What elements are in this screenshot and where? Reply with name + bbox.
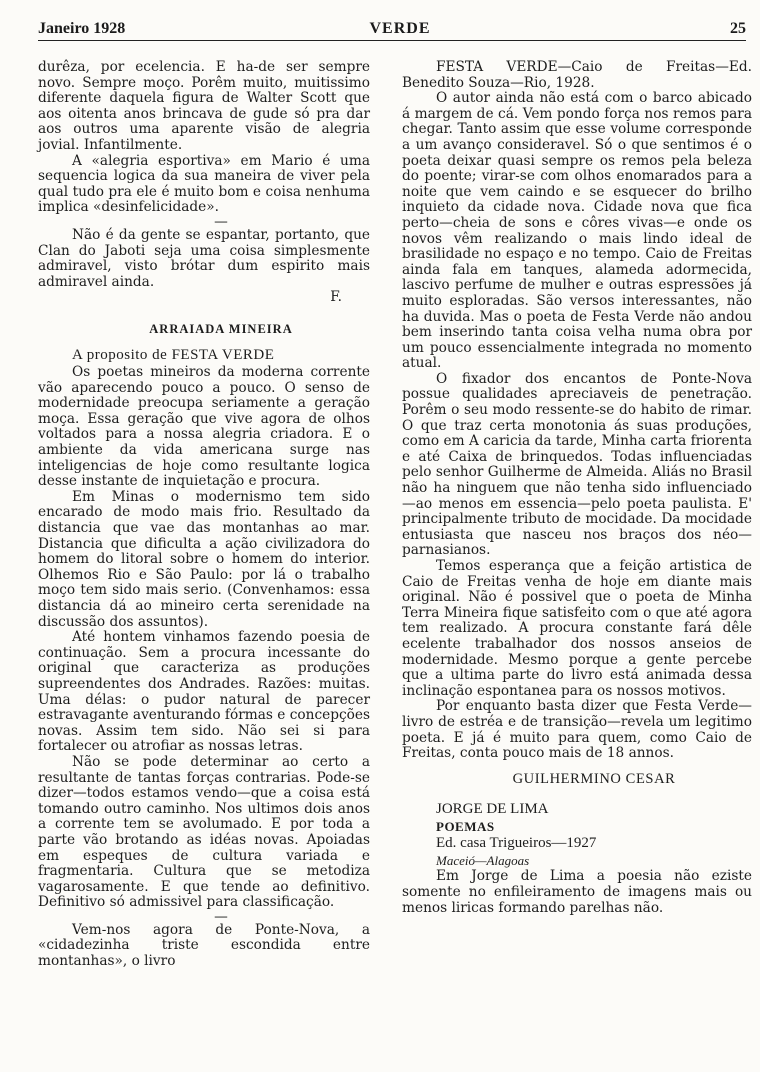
author-byline: GUILHERMINO CESAR (512, 770, 676, 787)
paragraph: Temos esperança que a feição artistica de Caio de Freitas venha de hoje em diante mais original. Não é possivel que o poeta de Minha Terra Mineira fique satisfeito com o que até agora tem realizado. A procura constante fará dêle ecelente trabalhador dos nossos anseios de modernidade. Mesmo porque a gente percebe que a ultima parte do livro está animada dessa inclinação espontanea para os nossos motivos. (402, 558, 752, 699)
paragraph: Em Jorge de Lima a poesia não eziste somente no enfileiramento de imagens mais ou menos liricas formando parelhas não. (402, 868, 752, 916)
paragraph: O fixador dos encantos de Ponte-Nova possue qualidades apreciaveis de penetração. Porêm o seu modo ressente-se do habito de rimar. O que traz certa monotonia ás suas produções, como em A caricia da tarde, Minha carta friorenta e até Caixa de brinquedos. Todas influenciadas pelo senhor Guilherme de Almeida. Aliás no Brasil não ha ninguem que não tenha sido influenciado—ao menos em essencia—pelo poeta paulista. E' principalmente tributo de mocidade. Da mocidade entusiasta que nasceu nos braços dos néo—parnasianos. (402, 370, 752, 559)
paragraph: Até hontem vinhamos fazendo poesia de continuação. Sem a procura incessante do original que caracteriza as produções supreendentes dos Andrades. Razões: muitas. Uma délas: o pudor natural de parecer estravagante aventurando fórmas e concepções novas. Assim tem sido. Não sei si para fortalecer ou atrofiar as nossas letras. (38, 629, 371, 755)
page-number: 25 (730, 20, 746, 37)
paragraph: FESTA VERDE—Caio de Freitas—Ed. Benedito Souza—Rio, 1928. (402, 59, 752, 91)
paragraph: Por enquanto basta dizer que Festa Verde—livro de estréa e de transição—revela um legitimo poeta. E já é muito para quem, como Caio de Freitas, conta pouco mais de 18 annos. (402, 698, 752, 762)
paragraph: durêza, por ecelencia. E ha-de ser sempre novo. Sempre moço. Porêm muito, muitissimo diferente daquela figura de Walter Scott que aos oitenta anos brincava de gude só pra dar aos outros uma aparente visão de alegria jovial. Infantilmente. (38, 59, 370, 153)
section-intro: A proposito de FESTA VERDE (72, 346, 275, 363)
spacer (38, 338, 370, 348)
book-publisher: Ed. casa Trigueiros—1927 (436, 835, 597, 852)
paragraph: A «alegria esportiva» em Mario é uma sequencia logica da sua maneira de viver pela qual tudo pra ele é muito bom e coisa nenhuma implica «desinfelicidade». (38, 152, 370, 216)
book-title: POEMAS (436, 819, 495, 835)
paragraph: Não é da gente se espantar, portanto, que Clan do Jaboti seja uma coisa simplesmente admiravel, visto brótar dum espirito mais admiravel ainda. (38, 226, 370, 290)
section-heading: ARRAIADA MINEIRA (149, 321, 293, 336)
right-column (402, 60, 752, 916)
section-divider-dash: — (214, 213, 228, 230)
running-header (38, 18, 746, 41)
header-title: VERDE (369, 20, 431, 37)
paragraph: Não se pode determinar ao certo a resultante de tantas forças contrarias. Pode-se dizer—todos estamos vendo—que a coisa está tomando outro caminho. Nos ultimos dois anos a corrente tem se avolumado. E por toda a parte vão brotando as idéas novas. Apoiadas em espeques de cultura variada e fragmentaria. Cultura que se metodiza vagarosamente. E que tende ao definitivo. Definitivo só admissivel para classificação. (38, 753, 370, 911)
book-place: Maceió—Alagoas (436, 853, 530, 869)
paragraph: Os poetas mineiros da moderna corrente vão aparecendo pouco a pouco. O senso de modernidade preocupa seriamente a geração moça. Essa geração que vive agora de olhos voltados para a nossa alegria criadora. E o ambiente da vida americana surge nas inteligencias de hoje como resultante logica desse instante de inquietação e procura. (38, 364, 370, 490)
paragraph: Em Minas o modernismo tem sido encarado de modo mais frio. Resultado da distancia que vae das montanhas ao mar. Distancia que dificulta a ação civilizadora do homem do litoral sobre o homem do interior. Olhemos Rio e São Paulo: por lá o trabalho moço tem sido mais serio. (Convenhamos: essa distancia dá ao mineiro certa serenidade na discussão dos assuntos). (38, 488, 370, 630)
left-column (38, 60, 370, 970)
header-date: Janeiro 1928 (38, 20, 126, 37)
paragraph: O autor ainda não está com o barco abicado á margem de cá. Vem pondo força nos remos para chegar. Tanto assim que esse volume corresponde a um avanço consideravel. Só o que sentimos é o poeta deixar quasi sempre os remos pela beleza do poente; virar-se com olhos enomarados para a noite que vem caindo e se esquecer do brilho inquieto da cidade nova. Cidade nova que fica perto—cheia de sons e côres vivas—e onde os novos vêm realizando o mais lindo ideal de brasilidade no espaço e no tempo. Caio de Freitas ainda fala em tanques, alameda adormecida, lascivo perfume de mulher e outras espressões já muito esploradas. São versos interessantes, não ha duvida. Mas o poeta de Festa Verde não andou bem inserindo tanta coisa velha numa obra por um pouco essencialmente integrada no momento atual. (402, 90, 752, 372)
spacer (402, 787, 752, 801)
section-divider-dash: — (214, 908, 228, 925)
spacer (38, 306, 370, 322)
author-signature: F. (330, 289, 342, 306)
paragraph: Vem-nos agora de Ponte-Nova, a «cidadezinha triste escondida entre montanhas», o livro (38, 921, 370, 970)
book-author: JORGE DE LIMA (436, 801, 549, 818)
